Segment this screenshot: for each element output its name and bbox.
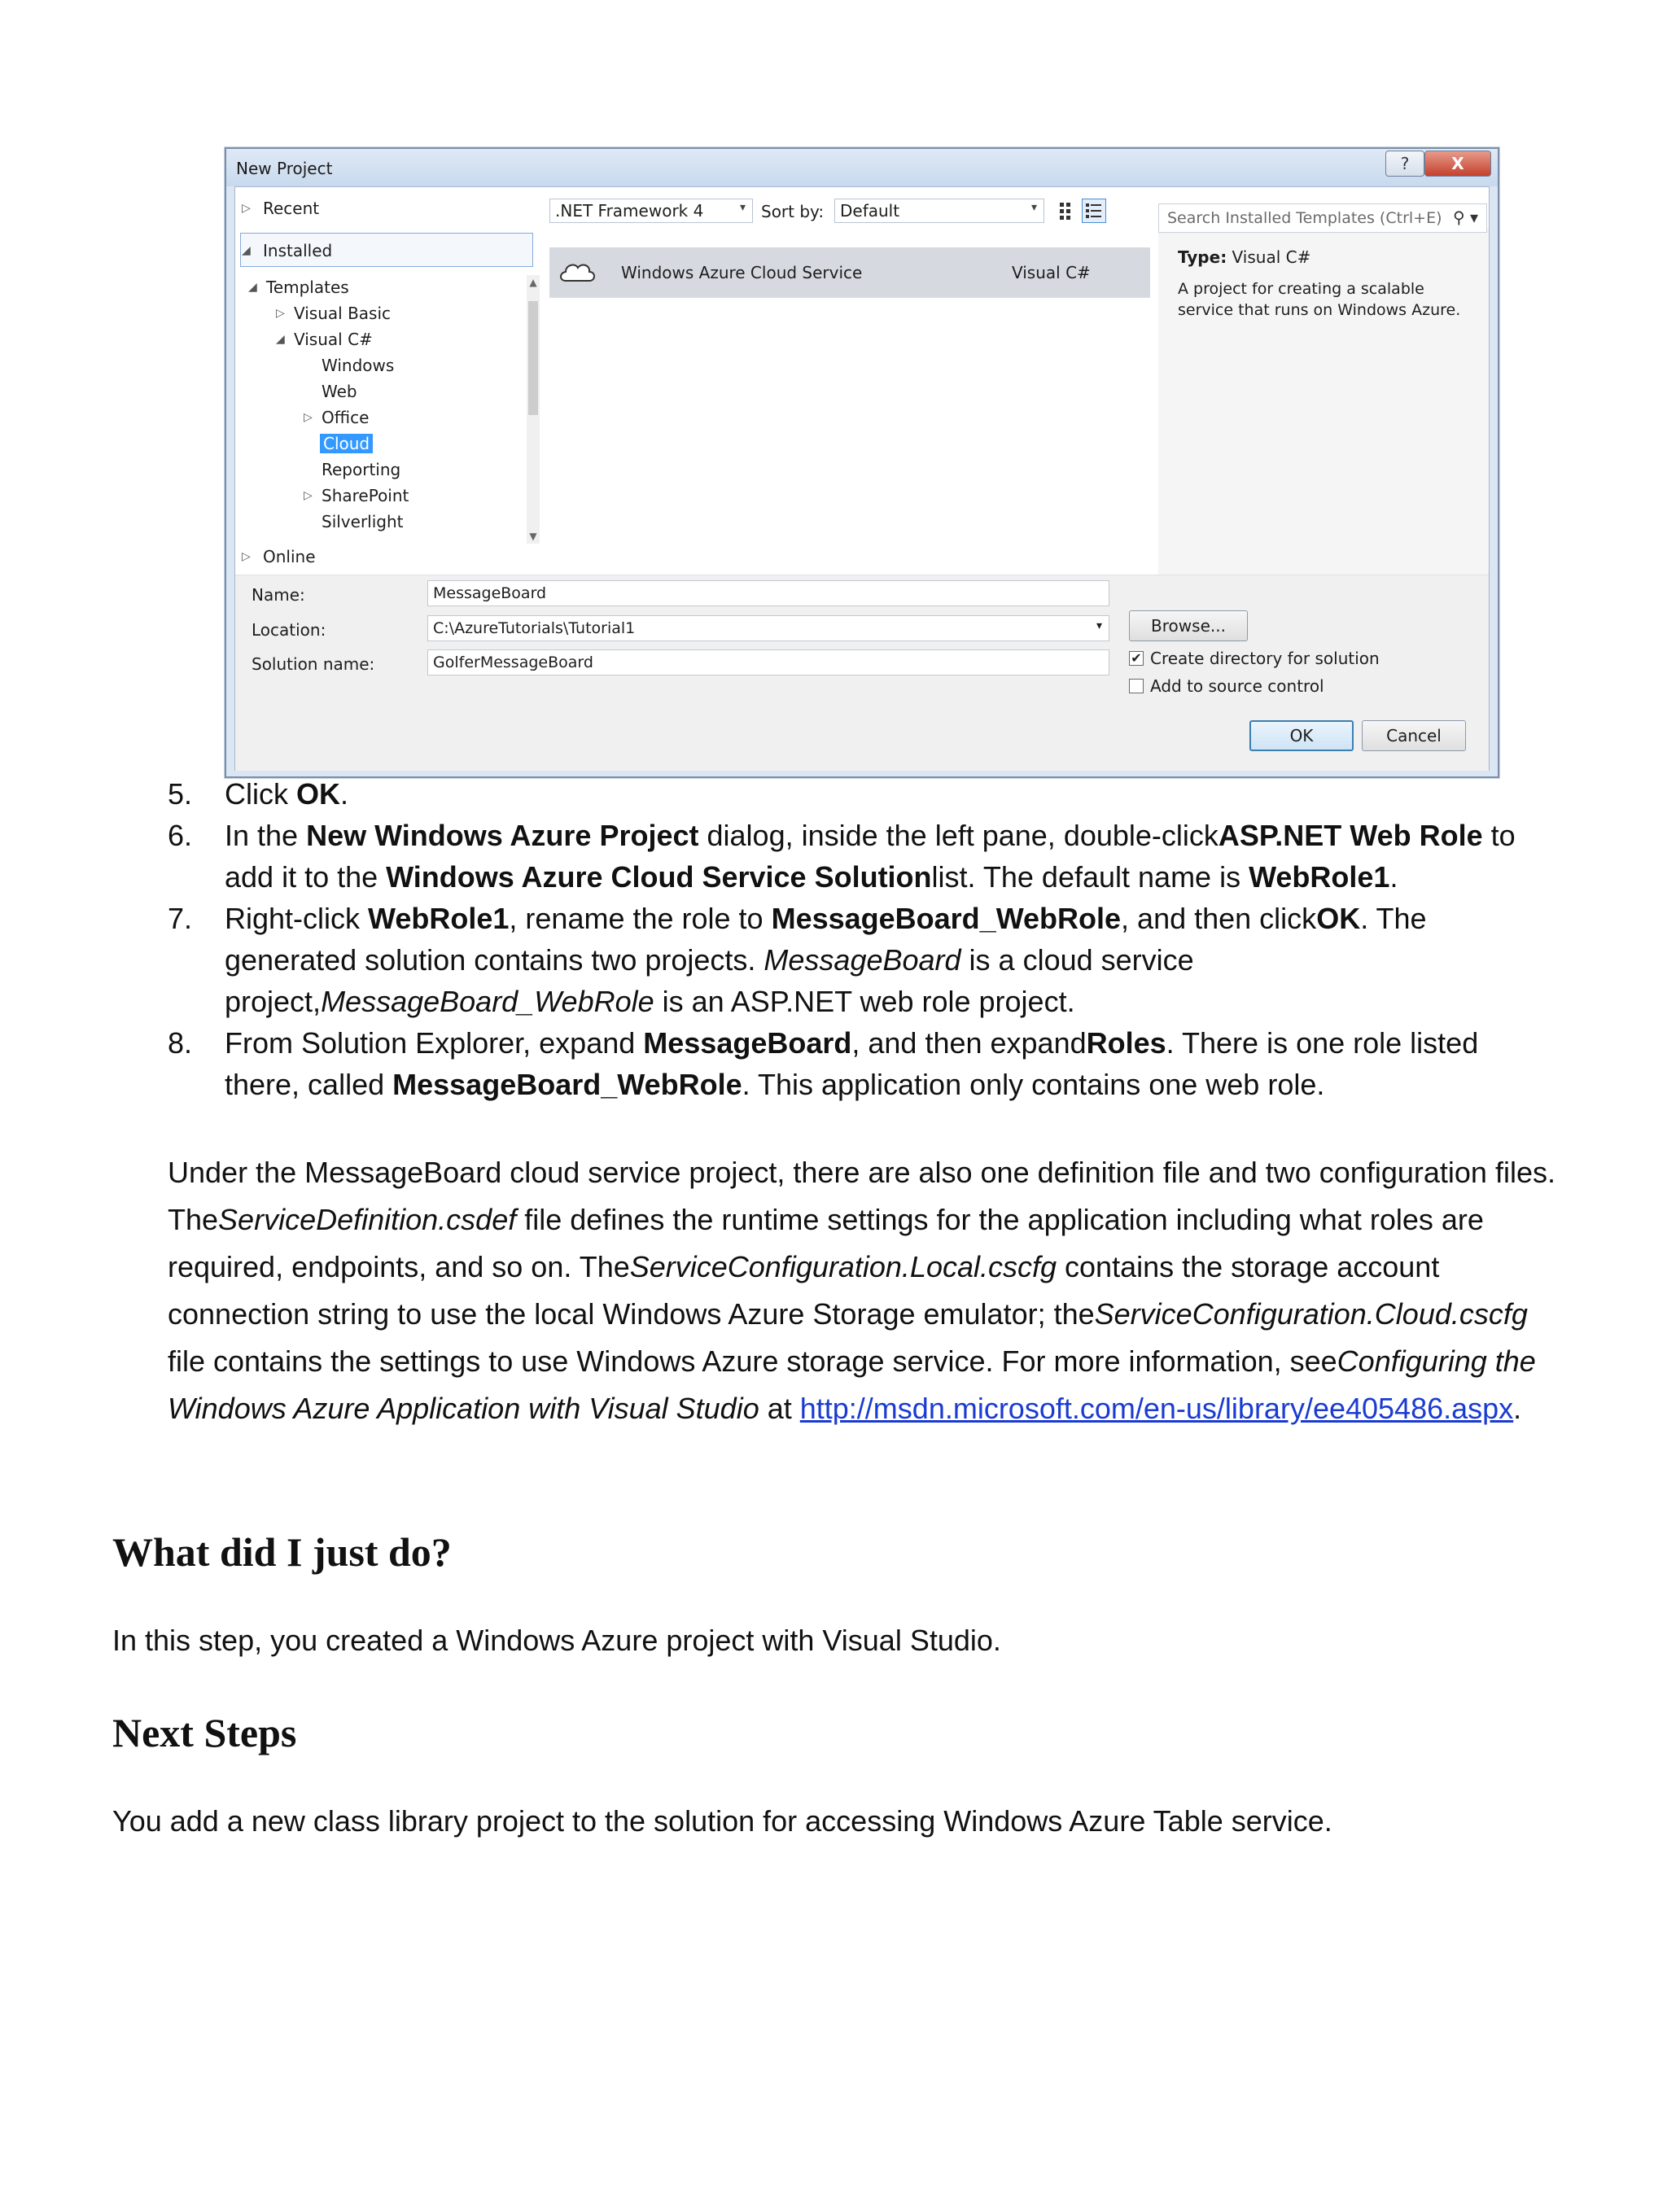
step-number: 5. bbox=[168, 777, 193, 811]
template-name: Windows Azure Cloud Service bbox=[621, 263, 863, 282]
details-type-value: Visual C# bbox=[1232, 247, 1311, 267]
location-label: Location: bbox=[252, 620, 326, 640]
help-button[interactable]: ? bbox=[1385, 151, 1424, 177]
search-installed-templates[interactable] bbox=[1158, 203, 1487, 233]
tree-item-visual-basic[interactable]: ▷ Visual Basic bbox=[276, 304, 392, 323]
text-run: contains the storage account connection string to use the local Windows Azure Storage emulator; the bbox=[168, 1250, 1440, 1331]
text-run: at bbox=[759, 1392, 800, 1425]
name-field[interactable]: MessageBoard bbox=[427, 580, 1109, 606]
dropdown-arrow-icon: ▾ bbox=[1030, 201, 1037, 214]
step-item bbox=[168, 898, 1551, 1022]
location-field[interactable]: C:\AzureTutorials\Tutorial1 ▾ bbox=[427, 615, 1109, 641]
bold-text: Windows Azure Cloud Service Solution bbox=[386, 860, 932, 894]
source-control-checkbox[interactable]: Add to source control bbox=[1129, 676, 1324, 696]
name-label: Name: bbox=[252, 585, 305, 605]
tree-item-cloud[interactable]: Cloud bbox=[320, 431, 373, 456]
step-number: 7. bbox=[168, 902, 193, 935]
collapse-triangle-icon: ◢ bbox=[242, 244, 251, 257]
browse-button[interactable]: Browse... bbox=[1129, 610, 1248, 641]
text-run: Click bbox=[225, 777, 296, 811]
italic-text: ServiceDefinition.csdef bbox=[218, 1203, 517, 1236]
template-item-azure-cloud-service[interactable] bbox=[549, 247, 1150, 298]
text-run: dialog, inside the left pane, double-click bbox=[698, 819, 1219, 852]
list-view-icon[interactable] bbox=[1082, 199, 1106, 223]
italic-text: ServiceConfiguration.Local.cscfg bbox=[629, 1250, 1057, 1283]
solution-name-label: Solution name: bbox=[252, 654, 375, 674]
sort-by-label: Sort by: bbox=[761, 202, 825, 221]
italic-text: ServiceConfiguration.Cloud.cscfg bbox=[1094, 1297, 1528, 1331]
config-files-paragraph bbox=[168, 1149, 1568, 1432]
heading-what-did-i-do: What did I just do? bbox=[112, 1529, 452, 1575]
nav-online[interactable] bbox=[242, 544, 316, 570]
nav-recent[interactable] bbox=[242, 195, 319, 221]
text-run: list. The default name is bbox=[931, 860, 1249, 894]
tree-item-reporting[interactable]: Reporting bbox=[322, 460, 401, 479]
bold-text: MessageBoard_WebRole bbox=[392, 1068, 742, 1101]
dialog-titlebar bbox=[226, 149, 1498, 186]
text-run: . There is one role listed there, called bbox=[225, 1026, 1479, 1101]
text-run: Under the MessageBoard cloud service project, there are also one definition file and two configuration files. The bbox=[168, 1156, 1555, 1236]
text-run: is a cloud service project, bbox=[225, 943, 1194, 1018]
bold-text: ASP.NET Web Role bbox=[1218, 819, 1483, 852]
dropdown-arrow-icon: ▾ bbox=[739, 201, 746, 214]
dialog-title: New Project bbox=[236, 159, 333, 178]
framework-select[interactable]: .NET Framework 4 ▾ bbox=[549, 199, 753, 223]
heading-next-steps: Next Steps bbox=[112, 1710, 297, 1755]
bold-text: OK bbox=[296, 777, 340, 811]
bold-text: WebRole1 bbox=[1249, 860, 1390, 894]
ok-button[interactable]: OK bbox=[1249, 720, 1354, 751]
tree-item-sharepoint[interactable]: ▷ SharePoint bbox=[304, 486, 409, 505]
expand-triangle-icon: ▷ bbox=[242, 202, 251, 215]
cloud-icon bbox=[558, 256, 598, 289]
close-button[interactable]: X bbox=[1424, 151, 1491, 177]
scroll-up-icon[interactable]: ▲ bbox=[529, 277, 537, 288]
cancel-button[interactable]: Cancel bbox=[1362, 720, 1466, 751]
bold-text: WebRole1 bbox=[368, 902, 510, 935]
tree-scrollbar[interactable] bbox=[527, 275, 540, 544]
bold-text: New Windows Azure Project bbox=[306, 819, 699, 852]
small-icons-view-icon[interactable] bbox=[1057, 200, 1079, 221]
bold-text: OK bbox=[1316, 902, 1361, 935]
project-form bbox=[235, 575, 1489, 771]
tree-item-templates[interactable]: ◢ Templates bbox=[248, 278, 349, 297]
text-run: file contains the settings to use Windows Azure storage service. For more information, see bbox=[168, 1344, 1337, 1378]
tree-item-web[interactable]: Web bbox=[322, 382, 357, 401]
bold-text: MessageBoard_WebRole bbox=[771, 902, 1122, 935]
italic-text: MessageBoard bbox=[763, 943, 961, 977]
text-run: From Solution Explorer, expand bbox=[225, 1026, 644, 1060]
nav-installed[interactable] bbox=[242, 238, 332, 264]
text-run: , and then click bbox=[1121, 902, 1317, 935]
step-item bbox=[168, 815, 1551, 898]
tree-item-windows[interactable]: Windows bbox=[322, 356, 395, 375]
scroll-down-icon[interactable]: ▼ bbox=[529, 531, 537, 542]
next-steps-text: You add a new class library project to the solution for accessing Windows Azure Table service. bbox=[112, 1804, 1332, 1838]
collapse-triangle-icon: ◢ bbox=[248, 281, 257, 294]
italic-text: MessageBoard_WebRole bbox=[321, 985, 654, 1018]
step-item bbox=[168, 773, 1551, 815]
dialog-body bbox=[234, 186, 1490, 771]
msdn-link[interactable]: http://msdn.microsoft.com/en-us/library/ee405486.aspx bbox=[799, 1392, 1514, 1425]
new-project-dialog bbox=[225, 147, 1499, 778]
text-run: Right-click bbox=[225, 902, 369, 935]
collapse-triangle-icon: ◢ bbox=[276, 333, 285, 346]
search-placeholder: Search Installed Templates (Ctrl+E) bbox=[1167, 209, 1442, 227]
text-run: In the bbox=[225, 819, 307, 852]
text-run: . This application only contains one web role. bbox=[742, 1068, 1325, 1101]
expand-triangle-icon: ▷ bbox=[304, 411, 313, 424]
step-item bbox=[168, 1022, 1551, 1105]
text-run: file defines the runtime settings for the application including what roles are required, endpoints, and so on. The bbox=[168, 1203, 1484, 1283]
details-type-label: Type: bbox=[1178, 247, 1227, 267]
bold-text: Roles bbox=[1086, 1026, 1166, 1060]
text-run: , rename the role to bbox=[509, 902, 772, 935]
step-number: 6. bbox=[168, 819, 193, 852]
nav-installed-label: Installed bbox=[263, 241, 333, 260]
nav-online-label: Online bbox=[263, 547, 316, 566]
text-run: . bbox=[1389, 860, 1398, 894]
tree-item-office[interactable]: ▷ Office bbox=[304, 408, 370, 427]
text-run: is an ASP.NET web role project. bbox=[654, 985, 1075, 1018]
text-run: . The generated solution contains two projects. bbox=[225, 902, 1427, 977]
dropdown-arrow-icon: ▾ bbox=[1096, 619, 1102, 632]
bold-text: MessageBoard bbox=[643, 1026, 852, 1060]
template-language: Visual C# bbox=[1012, 263, 1091, 282]
details-description: A project for creating a scalable service that runs on Windows Azure. bbox=[1178, 280, 1461, 319]
create-directory-checkbox[interactable]: ✔ Create directory for solution bbox=[1129, 649, 1380, 668]
text-run: . bbox=[1513, 1392, 1522, 1425]
scroll-thumb[interactable] bbox=[528, 301, 538, 415]
text-run: . bbox=[340, 777, 349, 811]
nav-recent-label: Recent bbox=[263, 199, 320, 218]
solution-name-field[interactable]: GolferMessageBoard bbox=[427, 649, 1109, 675]
template-tree bbox=[242, 275, 523, 544]
tree-item-silverlight[interactable]: Silverlight bbox=[322, 512, 404, 531]
instruction-steps bbox=[168, 773, 1551, 1105]
sort-select[interactable]: Default ▾ bbox=[834, 199, 1044, 223]
italic-text: Configuring the Windows Azure Application with Visual Studio bbox=[168, 1344, 1536, 1425]
expand-triangle-icon: ▷ bbox=[304, 489, 313, 502]
expand-triangle-icon: ▷ bbox=[276, 307, 285, 320]
what-did-i-do-text: In this step, you created a Windows Azure project with Visual Studio. bbox=[112, 1624, 1001, 1657]
text-run: , and then expand bbox=[851, 1026, 1087, 1060]
checkmark-icon: ✔ bbox=[1129, 651, 1144, 666]
step-number: 8. bbox=[168, 1026, 193, 1060]
details-type bbox=[1178, 247, 1310, 267]
search-icon[interactable]: ⚲ ▾ bbox=[1452, 208, 1478, 227]
expand-triangle-icon: ▷ bbox=[242, 550, 251, 563]
tree-item-visual-csharp[interactable]: ◢ Visual C# bbox=[276, 330, 373, 349]
text-run: to add it to the bbox=[225, 819, 1516, 894]
